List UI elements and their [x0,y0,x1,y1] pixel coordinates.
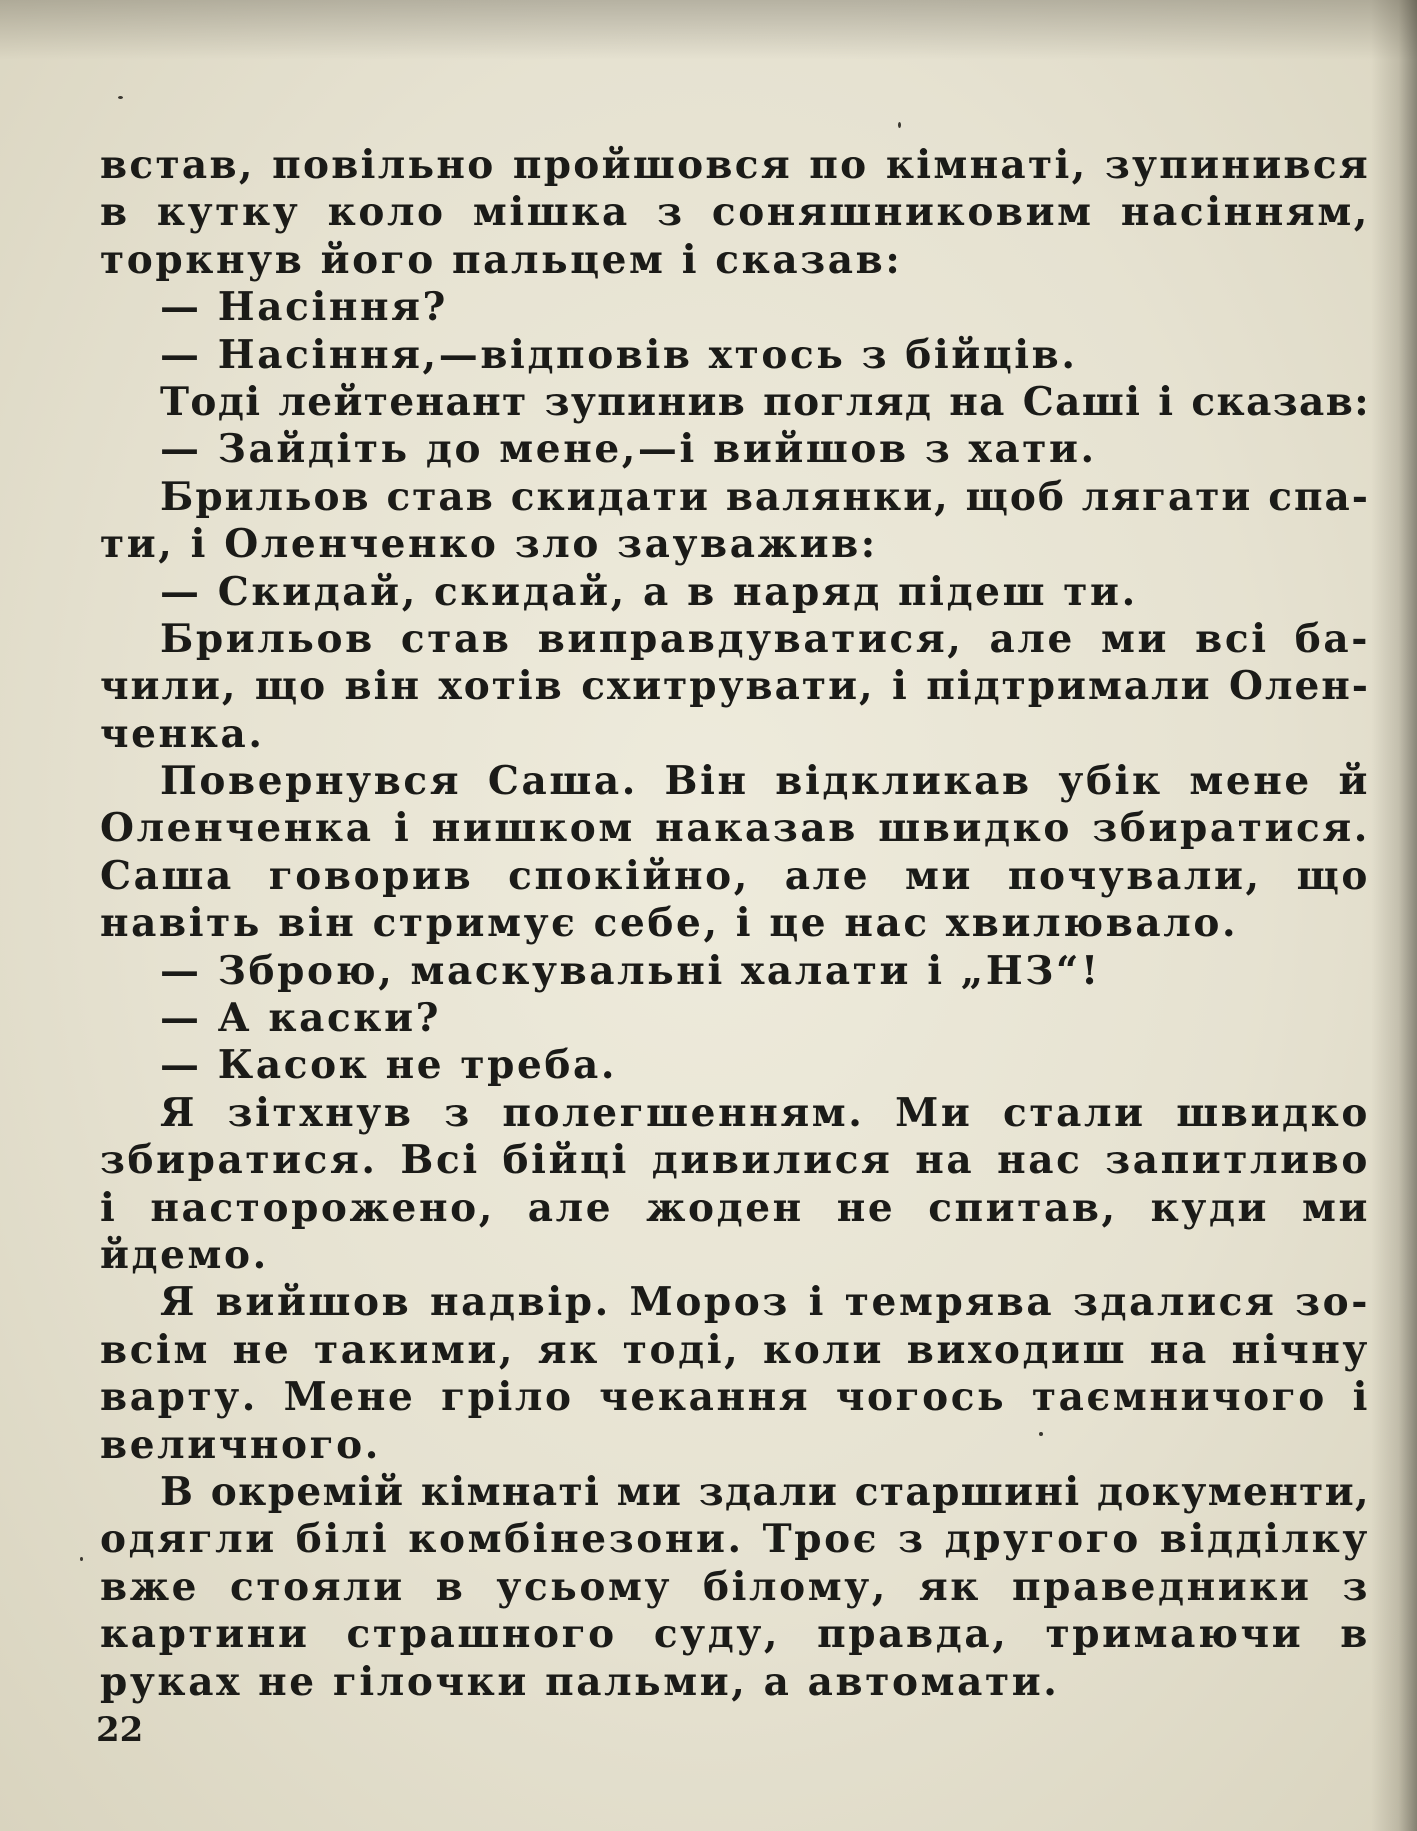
text-line: Повернувся Саша. Він відкликав убік мене й [160,758,1370,805]
text-line: Брильов став виправдуватися, але ми всі ба- [160,615,1370,662]
paper-speck [118,96,123,99]
text-line: Оленченка і нишком наказав швидко збиратися. [100,805,1370,852]
text-line: встав, повільно пройшовся по кімнаті, зупинився [100,142,1370,188]
text-line: Тоді лейтенант зупинив погляд на Саші і сказав: [160,378,1370,425]
text-line: збиратися. Всі бійці дивилися на нас запитливо [100,1137,1370,1184]
text-line: Саша говорив спокійно, але ми почували, що [100,852,1370,899]
text-line: і насторожено, але жоден не спитав, куди ми [100,1184,1370,1231]
body-text [100,142,1370,1706]
text-line: — Зброю, маскувальні халати і „НЗ“! [160,947,1101,994]
text-line: чили, що він хотів схитрувати, і підтримали Олен- [100,663,1370,710]
text-line: варту. Мене гріло чекання чогось таємничого і [100,1374,1370,1421]
text-line: — Зайдіть до мене,—і вийшов з хати. [160,426,1097,473]
paper-speck [898,122,901,128]
text-line: Я зітхнув з полегшенням. Ми стали швидко [160,1089,1370,1136]
paper-speck [80,1557,83,1561]
text-line: ченка. [100,710,265,757]
text-line: всім не такими, як тоді, коли виходиш на нічну [100,1326,1370,1373]
text-line: в кутку коло мішка з соняшниковим насінням, [100,189,1370,236]
text-line: — Насіння,—відповів хтось з бійців. [160,331,1078,378]
text-line: Я вийшов надвір. Мороз і темрява здалися зо- [160,1279,1370,1326]
text-line: В окремій кімнаті ми здали старшині документи, [160,1468,1370,1515]
text-line: йдемо. [100,1231,269,1278]
text-line: величного. [100,1421,381,1468]
text-line: навіть він стримує себе, і це нас хвилювало. [100,900,1239,947]
text-line: Брильов став скидати валянки, щоб лягати спа- [160,473,1370,520]
text-line: торкнув його пальцем і сказав: [100,236,903,283]
text-line: — Насіння? [160,284,449,331]
text-line: — А каски? [160,995,442,1042]
text-line: ти, і Оленченко зло зауважив: [100,521,878,568]
text-line: одягли білі комбінезони. Троє з другого відділку [100,1516,1370,1563]
text-line: руках не гілочки пальми, а автомати. [100,1658,1060,1705]
text-line: — Скидай, скидай, а в наряд підеш ти. [160,568,1138,615]
text-line: — Касок не треба. [160,1042,618,1089]
text-line: вже стояли в усьому білому, як праведники з [100,1563,1370,1610]
text-line: картини страшного суду, правда, тримаючи в [100,1611,1370,1658]
page-number: 22 [96,1710,144,1750]
